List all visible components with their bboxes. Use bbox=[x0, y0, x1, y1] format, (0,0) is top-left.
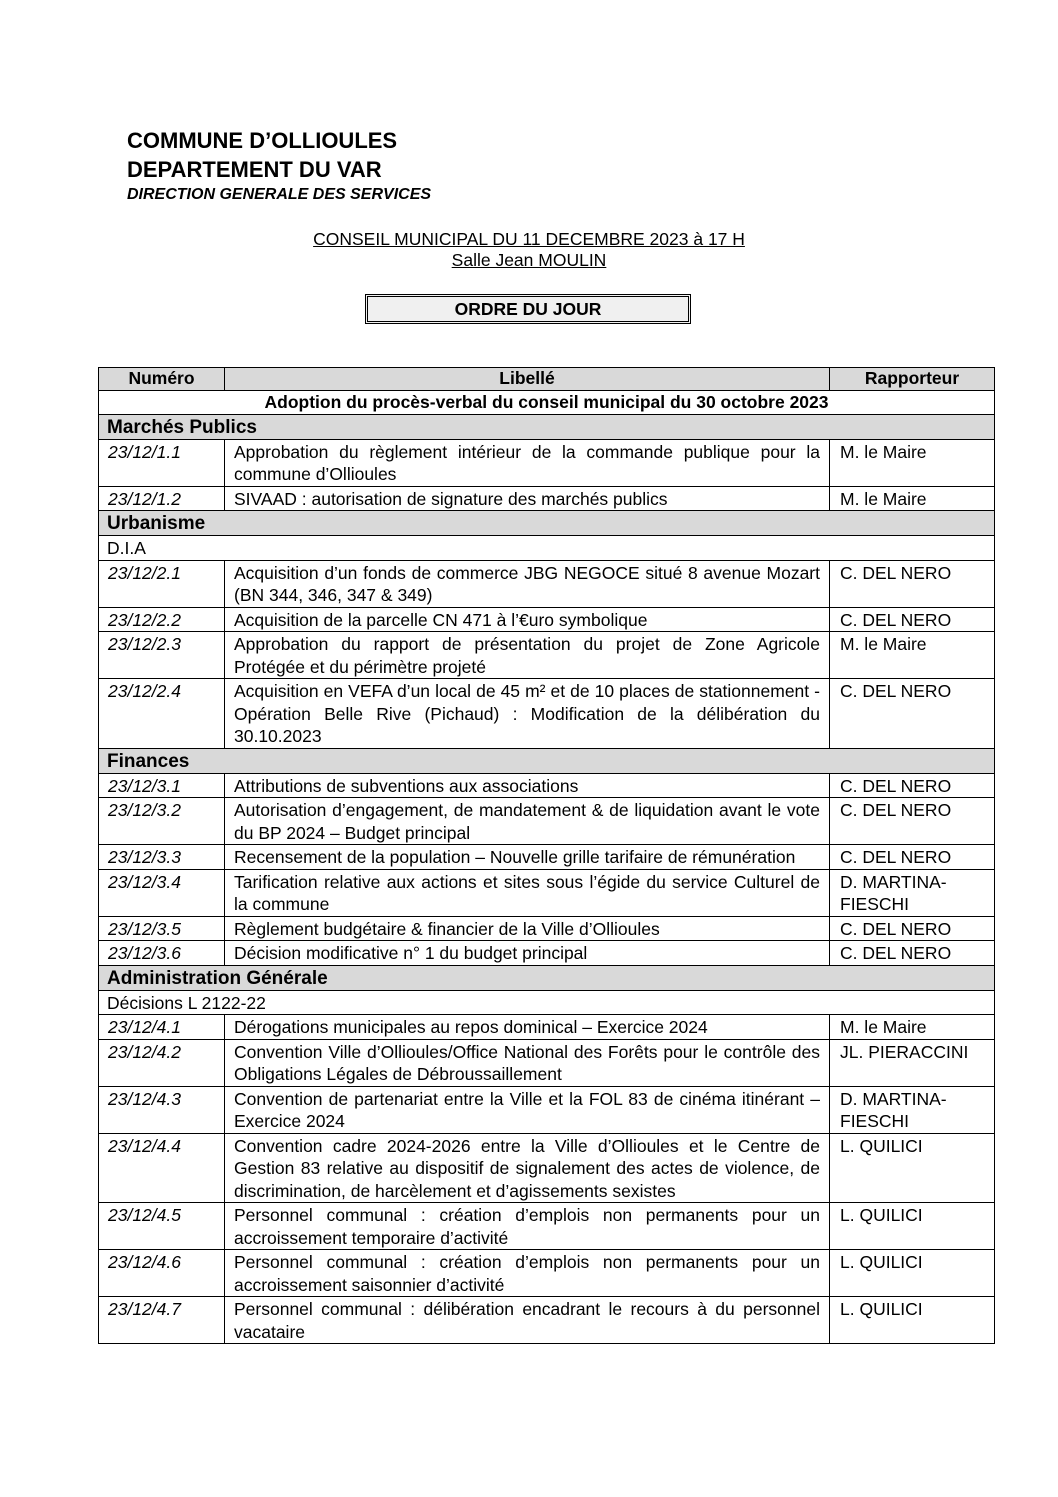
item-label: Recensement de la population – Nouvelle grille tarifaire de rémunération bbox=[225, 845, 830, 870]
item-number: 23/12/3.5 bbox=[99, 916, 225, 941]
item-label: Approbation du rapport de présentation du projet de Zone Agricole Protégée et du périmètre projeté bbox=[225, 632, 830, 679]
table-row bbox=[99, 679, 995, 749]
item-label: Convention Ville d’Ollioules/Office National des Forêts pour le contrôle des Obligations Légales de Débroussaillement bbox=[225, 1039, 830, 1086]
item-rapporteur: M. le Maire bbox=[830, 439, 995, 486]
item-number: 23/12/4.3 bbox=[99, 1086, 225, 1133]
header-numero: Numéro bbox=[99, 368, 225, 391]
item-number: 23/12/1.1 bbox=[99, 439, 225, 486]
item-label: Convention cadre 2024-2026 entre la Ville d’Ollioules et le Centre de Gestion 83 relative au dispositif de signalement des actes de violence, de discrimination, de harcèlement et d’agissements sexistes bbox=[225, 1133, 830, 1203]
agenda-table bbox=[98, 367, 995, 1344]
meeting-title: CONSEIL MUNICIPAL DU 11 DECEMBRE 2023 à 17 H bbox=[313, 229, 745, 249]
agenda-title: ORDRE DU JOUR bbox=[365, 294, 691, 324]
table-header-row bbox=[99, 368, 995, 391]
item-label: Acquisition en VEFA d’un local de 45 m² et de 10 places de stationnement - Opération Belle Rive (Pichaud) : Modification de la délibération du 30.10.2023 bbox=[225, 679, 830, 749]
item-number: 23/12/4.1 bbox=[99, 1015, 225, 1040]
item-number: 23/12/4.4 bbox=[99, 1133, 225, 1203]
item-label: Approbation du règlement intérieur de la commande publique pour la commune d’Ollioules bbox=[225, 439, 830, 486]
item-rapporteur: C. DEL NERO bbox=[830, 607, 995, 632]
commune-name: COMMUNE D’OLLIOULES bbox=[127, 128, 398, 153]
section-row bbox=[99, 748, 995, 773]
item-rapporteur: C. DEL NERO bbox=[830, 798, 995, 845]
item-label: Règlement budgétaire & financier de la Ville d’Ollioules bbox=[225, 916, 830, 941]
meeting-info bbox=[0, 229, 1058, 271]
item-number: 23/12/3.4 bbox=[99, 869, 225, 916]
item-rapporteur: C. DEL NERO bbox=[830, 941, 995, 966]
section-title: Urbanisme bbox=[99, 511, 995, 536]
item-label: Acquisition de la parcelle CN 471 à l’€uro symbolique bbox=[225, 607, 830, 632]
item-rapporteur: L. QUILICI bbox=[830, 1203, 995, 1250]
item-rapporteur: M. le Maire bbox=[830, 486, 995, 511]
section-title: Marchés Publics bbox=[99, 414, 995, 439]
table-row bbox=[99, 1297, 995, 1344]
section-row bbox=[99, 414, 995, 439]
meeting-location: Salle Jean MOULIN bbox=[451, 250, 607, 270]
section-title: Finances bbox=[99, 748, 995, 773]
item-number: 23/12/1.2 bbox=[99, 486, 225, 511]
table-row bbox=[99, 916, 995, 941]
table-row bbox=[99, 941, 995, 966]
item-label: Acquisition d’un fonds de commerce JBG NEGOCE situé 8 avenue Mozart (BN 344, 346, 347 & 349) bbox=[225, 560, 830, 607]
section-row bbox=[99, 511, 995, 536]
table-row bbox=[99, 1203, 995, 1250]
item-label: Personnel communal : création d’emplois non permanents pour un accroissement saisonnier d’activité bbox=[225, 1250, 830, 1297]
item-number: 23/12/4.5 bbox=[99, 1203, 225, 1250]
table-row bbox=[99, 869, 995, 916]
direction-name: DIRECTION GENERALE DES SERVICES bbox=[127, 186, 432, 203]
item-rapporteur: C. DEL NERO bbox=[830, 845, 995, 870]
header-rapporteur: Rapporteur bbox=[830, 368, 995, 391]
item-label: Autorisation d’engagement, de mandatement & de liquidation avant le vote du BP 2024 – Budget principal bbox=[225, 798, 830, 845]
subsection-title: D.I.A bbox=[99, 536, 995, 561]
item-label: SIVAAD : autorisation de signature des marchés publics bbox=[225, 486, 830, 511]
item-rapporteur: C. DEL NERO bbox=[830, 773, 995, 798]
item-rapporteur: L. QUILICI bbox=[830, 1250, 995, 1297]
item-label: Attributions de subventions aux associations bbox=[225, 773, 830, 798]
item-rapporteur: JL. PIERACCINI bbox=[830, 1039, 995, 1086]
item-label: Convention de partenariat entre la Ville et la FOL 83 de cinéma itinérant – Exercice 2024 bbox=[225, 1086, 830, 1133]
item-label: Personnel communal : délibération encadrant le recours à du personnel vacataire bbox=[225, 1297, 830, 1344]
table-row bbox=[99, 607, 995, 632]
document-header bbox=[127, 126, 431, 206]
item-label: Tarification relative aux actions et sites sous l’égide du service Culturel de la commune bbox=[225, 869, 830, 916]
item-rapporteur: C. DEL NERO bbox=[830, 560, 995, 607]
item-number: 23/12/3.1 bbox=[99, 773, 225, 798]
agenda-body bbox=[99, 391, 995, 1344]
table-row bbox=[99, 439, 995, 486]
subsection-title: Décisions L 2122-22 bbox=[99, 990, 995, 1015]
item-rapporteur: D. MARTINA-FIESCHI bbox=[830, 869, 995, 916]
table-row bbox=[99, 1133, 995, 1203]
subsection-row bbox=[99, 990, 995, 1015]
item-number: 23/12/2.1 bbox=[99, 560, 225, 607]
item-number: 23/12/4.2 bbox=[99, 1039, 225, 1086]
item-rapporteur: M. le Maire bbox=[830, 1015, 995, 1040]
adoption-row bbox=[99, 391, 995, 415]
item-number: 23/12/3.2 bbox=[99, 798, 225, 845]
header-libelle: Libellé bbox=[225, 368, 830, 391]
table-row bbox=[99, 560, 995, 607]
table-row bbox=[99, 1250, 995, 1297]
item-rapporteur: L. QUILICI bbox=[830, 1297, 995, 1344]
item-rapporteur: L. QUILICI bbox=[830, 1133, 995, 1203]
item-number: 23/12/4.6 bbox=[99, 1250, 225, 1297]
item-number: 23/12/2.2 bbox=[99, 607, 225, 632]
table-row bbox=[99, 1039, 995, 1086]
table-row bbox=[99, 798, 995, 845]
table-row bbox=[99, 1015, 995, 1040]
item-label: Personnel communal : création d’emplois non permanents pour un accroissement temporaire d’activité bbox=[225, 1203, 830, 1250]
item-label: Dérogations municipales au repos dominical – Exercice 2024 bbox=[225, 1015, 830, 1040]
subsection-row bbox=[99, 536, 995, 561]
item-number: 23/12/3.6 bbox=[99, 941, 225, 966]
table-row bbox=[99, 1086, 995, 1133]
item-label: Décision modificative n° 1 du budget principal bbox=[225, 941, 830, 966]
table-row bbox=[99, 632, 995, 679]
department-name: DEPARTEMENT DU VAR bbox=[127, 157, 382, 182]
section-title: Administration Générale bbox=[99, 965, 995, 990]
item-number: 23/12/4.7 bbox=[99, 1297, 225, 1344]
item-rapporteur: C. DEL NERO bbox=[830, 916, 995, 941]
item-number: 23/12/2.3 bbox=[99, 632, 225, 679]
table-row bbox=[99, 486, 995, 511]
adoption-text: Adoption du procès-verbal du conseil municipal du 30 octobre 2023 bbox=[99, 391, 995, 415]
table-row bbox=[99, 845, 995, 870]
table-row bbox=[99, 773, 995, 798]
section-row bbox=[99, 965, 995, 990]
item-rapporteur: C. DEL NERO bbox=[830, 679, 995, 749]
item-rapporteur: D. MARTINA-FIESCHI bbox=[830, 1086, 995, 1133]
item-rapporteur: M. le Maire bbox=[830, 632, 995, 679]
item-number: 23/12/3.3 bbox=[99, 845, 225, 870]
item-number: 23/12/2.4 bbox=[99, 679, 225, 749]
